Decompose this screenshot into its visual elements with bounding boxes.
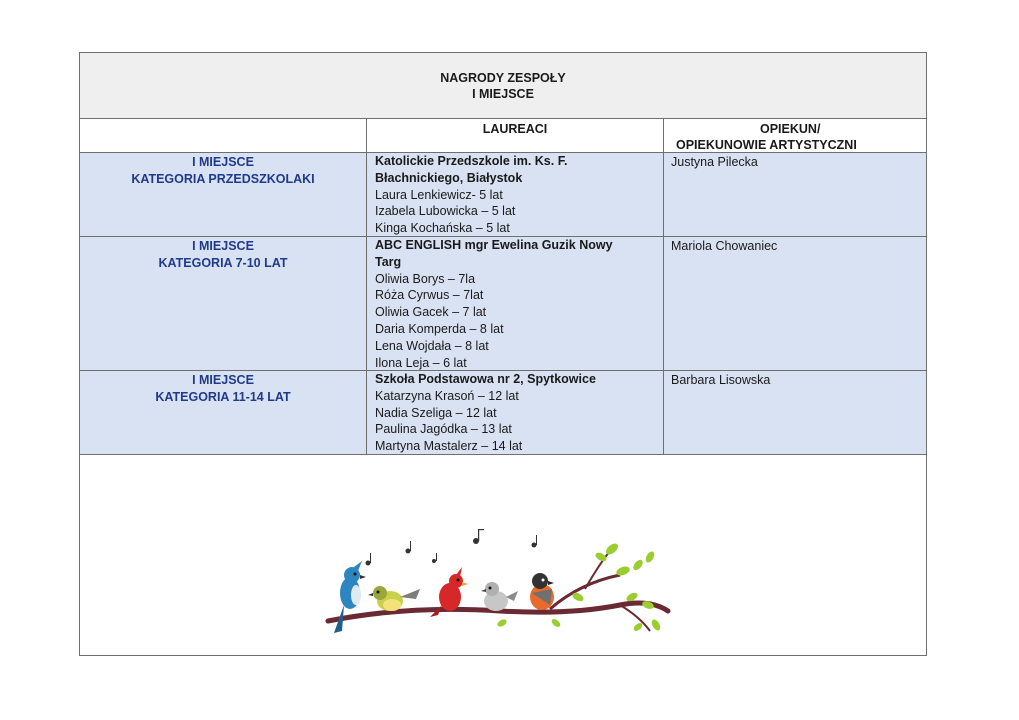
organization-line-1: Katolickie Przedszkole im. Ks. F. [375,154,568,168]
table-row [80,371,926,455]
birds-on-branch-illustration [320,493,690,643]
table-title [80,53,926,119]
column-opiekun [663,119,926,152]
illustration-area [80,455,926,655]
member-name: Róża Cyrwus – 7lat [375,288,484,303]
organization-line-2: Błachnickiego, Białystok [375,170,523,185]
orange-bird-icon [530,573,554,610]
category-label: KATEGORIA 7-10 LAT [158,256,288,270]
leaves [496,541,662,632]
member-name: Izabela Lubowicka – 5 lat [375,204,516,219]
category-label: KATEGORIA 11-14 LAT [155,390,291,404]
category-label: KATEGORIA PRZEDSZKOLAKI [131,172,315,186]
table-row [80,153,926,237]
laureates-cell [366,153,663,236]
member-name: Katarzyna Krasoń – 12 lat [375,388,519,403]
place-label: I MIEJSCE [192,239,254,253]
member-name: Nadia Szeliga – 12 lat [375,405,497,420]
member-name: Oliwia Gacek – 7 lat [375,305,487,320]
member-name: Laura Lenkiewicz- 5 lat [375,187,503,202]
table-row [80,237,926,371]
column-opiekun-line-2: OPIEKUNOWIE ARTYSTYCZNI [676,138,857,152]
column-laureaci: LAUREACI [366,119,663,152]
category-cell [80,153,366,236]
column-empty [80,119,366,152]
title-line-1: NAGRODY ZESPOŁY [440,71,566,85]
organization-line-1: Szkoła Podstawowa nr 2, Spytkowice [375,372,596,386]
member-name: Daria Komperda – 8 lat [375,321,504,336]
title-line-2: I MIEJSCE [472,87,534,101]
member-name: Kinga Kochańska – 5 lat [375,221,510,236]
category-cell [80,237,366,370]
tutor-cell: Barbara Lisowska [663,371,926,454]
organization-line-2: Targ [375,254,402,269]
member-name: Lena Wojdała – 8 lat [375,338,489,353]
tutor-cell: Mariola Chowaniec [663,237,926,370]
place-label: I MIEJSCE [192,373,254,387]
laureates-cell [366,371,663,454]
member-name: Paulina Jagódka – 13 lat [375,422,512,437]
organization-line-1: ABC ENGLISH mgr Ewelina Guzik Nowy [375,238,613,252]
laureates-cell [366,237,663,370]
yellow-bird-icon [368,586,420,611]
member-name: Oliwia Borys – 7la [375,271,476,286]
results-table [79,52,927,656]
grey-bird-icon [481,582,518,611]
category-cell [80,371,366,454]
column-headers [80,119,926,153]
blue-bird-icon [334,561,366,633]
member-name: Ilona Leja – 6 lat [375,355,467,370]
member-name: Martyna Mastalerz – 14 lat [375,439,523,454]
tutor-cell: Justyna Pilecka [663,153,926,236]
place-label: I MIEJSCE [192,155,254,169]
music-notes-icon [366,529,538,566]
column-opiekun-line-1: OPIEKUN/ [760,122,821,136]
